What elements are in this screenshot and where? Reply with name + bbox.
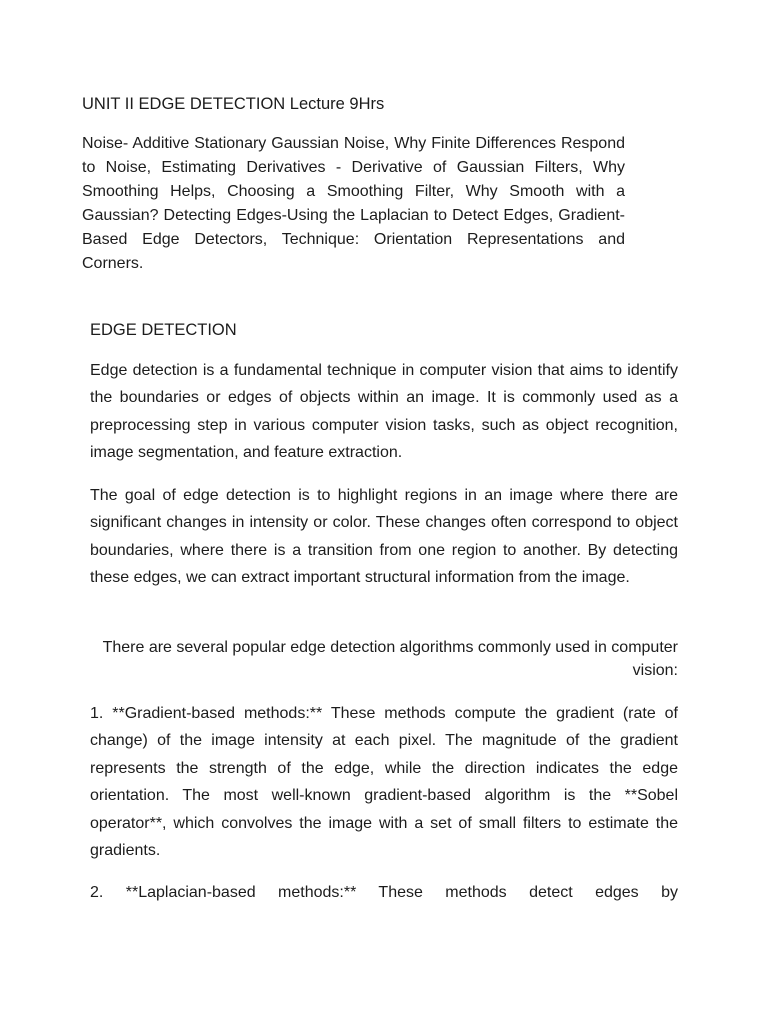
gradient-methods-paragraph: 1. **Gradient-based methods:** These methods compute the gradient (rate of change) of the image intensity at each pixel. The magnitude of the gradient represents the strength of the edge, while the direction indicates the edge orientation. The most well-known gradient-based algorithm is the **Sobel operator**, which convolves the image with a set of small filters to estimate the gradients. [90, 705, 678, 860]
goal-paragraph: The goal of edge detection is to highlight regions in an image where there are significant changes in intensity or color. These changes often correspond to object boundaries, where there is a transition from one region to another. By detecting these edges, we can extract important structural information from the image. [90, 487, 678, 587]
unit-heading: UNIT II EDGE DETECTION Lecture 9Hrs [82, 95, 385, 113]
laplacian-methods-paragraph: 2. **Laplacian-based methods:** These methods detect edges by [90, 884, 678, 901]
algorithms-intro-paragraph: There are several popular edge detection algorithms commonly used in computer vision: [102, 639, 678, 679]
intro-paragraph: Edge detection is a fundamental technique in computer vision that aims to identify the boundaries or edges of objects within an image. It is commonly used as a preprocessing step in various computer vision tasks, such as object recognition, image segmentation, and feature extraction. [90, 362, 678, 462]
syllabus-paragraph: Noise- Additive Stationary Gaussian Noise, Why Finite Differences Respond to Noise, Estimating Derivatives - Derivative of Gaussian Filters, Why Smoothing Helps, Choosing a Smoothing Filter, Why Smooth with a Gaussian? Detecting Edges-Using the Laplacian to Detect Edges, Gradient-Based Edge Detectors, Technique: Orientation Representations and Corners. [82, 135, 625, 272]
section-heading: EDGE DETECTION [90, 321, 237, 339]
